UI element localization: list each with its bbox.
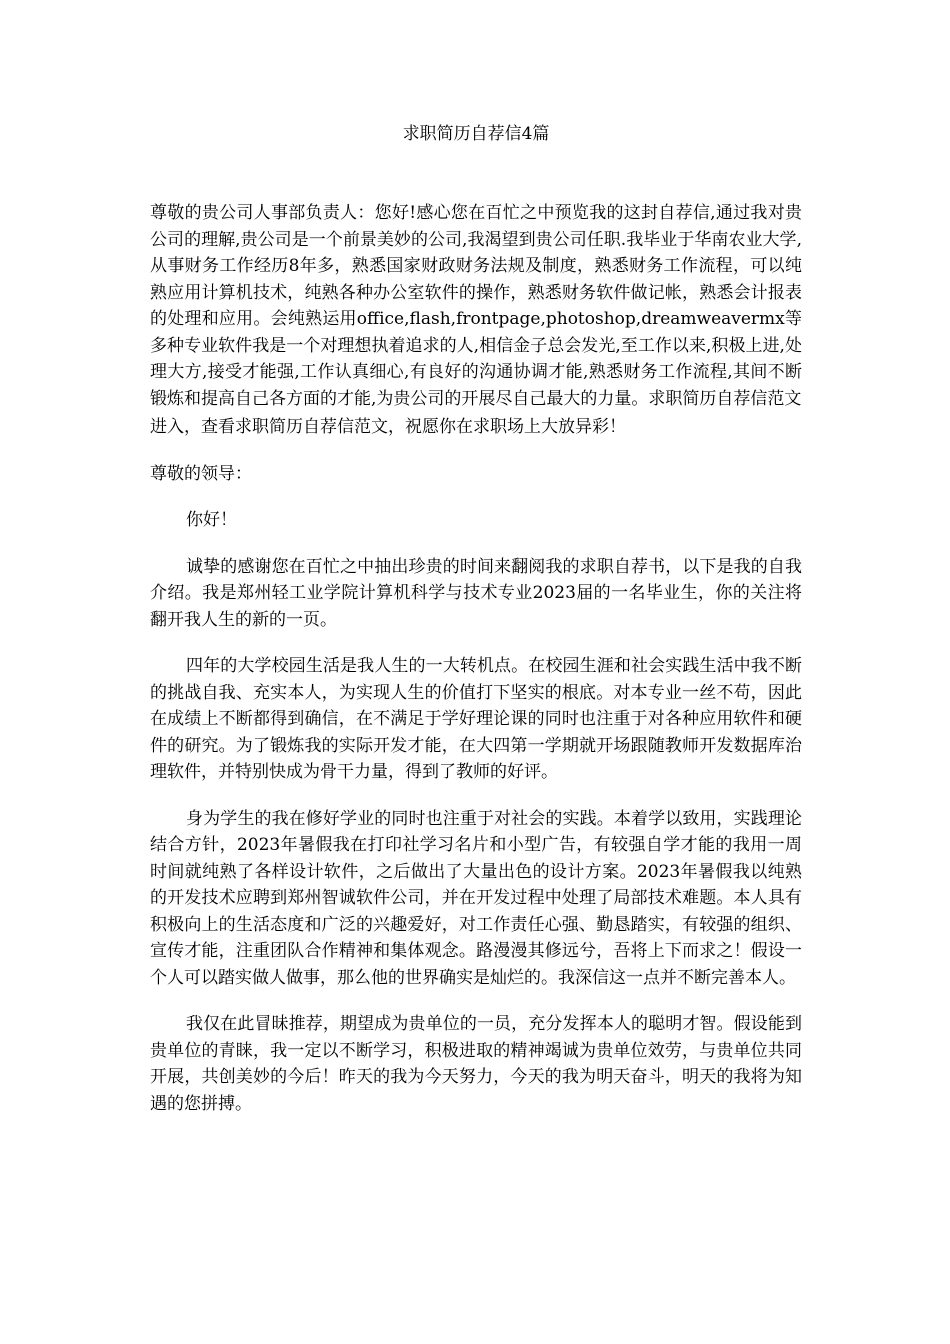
greeting: 你好！ bbox=[186, 510, 237, 530]
body-paragraph: 我仅在此冒昧推荐，期望成为贵单位的一员，充分发挥本人的聪明才智。假设能到贵单位的青睐，我一定以不断学习，积极进取的精神竭诚为贵单位效劳，与贵单位共同开展，共创美妙的今后！昨天的我为今天努力，今天的我为明天奋斗，明天的我将为知遇的您拼搏。 bbox=[150, 1014, 802, 1114]
salutation: 尊敬的领导： bbox=[150, 463, 252, 484]
body-paragraph: 四年的大学校园生活是我人生的一大转机点。在校园生涯和社会实践生活中我不断的挑战自我、充实本人，为实现人生的价值打下坚实的根底。对本专业一丝不苟，因此在成绩上不断都得到确信，在不满足于学好理论课的同时也注重于对各种应用软件和硬件的研究。为了锻炼我的实际开发才能，在大四第一学期就开场跟随教师开发数据库治理软件，并特别快成为骨干力量，得到了教师的好评。 bbox=[150, 656, 802, 782]
body-paragraph: 诚挚的感谢您在百忙之中抽出珍贵的时间来翻阅我的求职自荐书，以下是我的自我介绍。我是郑州轻工业学院计算机科学与技术专业2023届的一名毕业生，你的关注将翻开我人生的新的一页。 bbox=[150, 556, 802, 630]
body-paragraph: 身为学生的我在修好学业的同时也注重于对社会的实践。本着学以致用，实践理论结合方针，2023年暑假我在打印社学习名片和小型广告，有较强自学才能的我用一周时间就纯熟了各样设计软件，之后做出了大量出色的设计方案。2023年暑假我以纯熟的开发技术应聘到郑州智诚软件公司，并在开发过程中处理了局部技术难题。本人具有积极向上的生活态度和广泛的兴趣爱好，对工作责任心强、勤恳踏实，有较强的组织、宣传才能，注重团队合作精神和集体观念。路漫漫其修远兮，吾将上下而求之！假设一个人可以踏实做人做事，那么他的世界确实是灿烂的。我深信这一点并不断完善本人。 bbox=[150, 808, 802, 988]
intro-paragraph: 尊敬的贵公司人事部负责人：您好!感心您在百忙之中预览我的这封自荐信,通过我对贵公司的理解,贵公司是一个前景美妙的公司,我渴望到贵公司任职.我毕业于华南农业大学,从事财务工作经历8年多，熟悉国家财政财务法规及制度，熟悉财务工作流程，可以纯熟应用计算机技术，纯熟各种办公室软件的操作，熟悉财务软件做记帐，熟悉会计报表的处理和应用。会纯熟运用office,flash,frontpage,photoshop,dreamweavermx等多种专业软件我是一个对理想执着追求的人,相信金子总会发光,至工作以来,积极上进,处理大方,接受才能强,工作认真细心,有良好的沟通协调才能,熟悉财务工作流程,其间不断锻炼和提高自己各方面的才能,为贵公司的开展尽自己最大的力量。求职简历自荐信范文 bbox=[150, 203, 802, 409]
document-title: 求职简历自荐信4篇 bbox=[402, 124, 550, 144]
document-page bbox=[150, 120, 802, 1117]
enter-line: 进入，查看求职简历自荐信范文，祝愿你在求职场上大放异彩！ bbox=[150, 417, 626, 437]
